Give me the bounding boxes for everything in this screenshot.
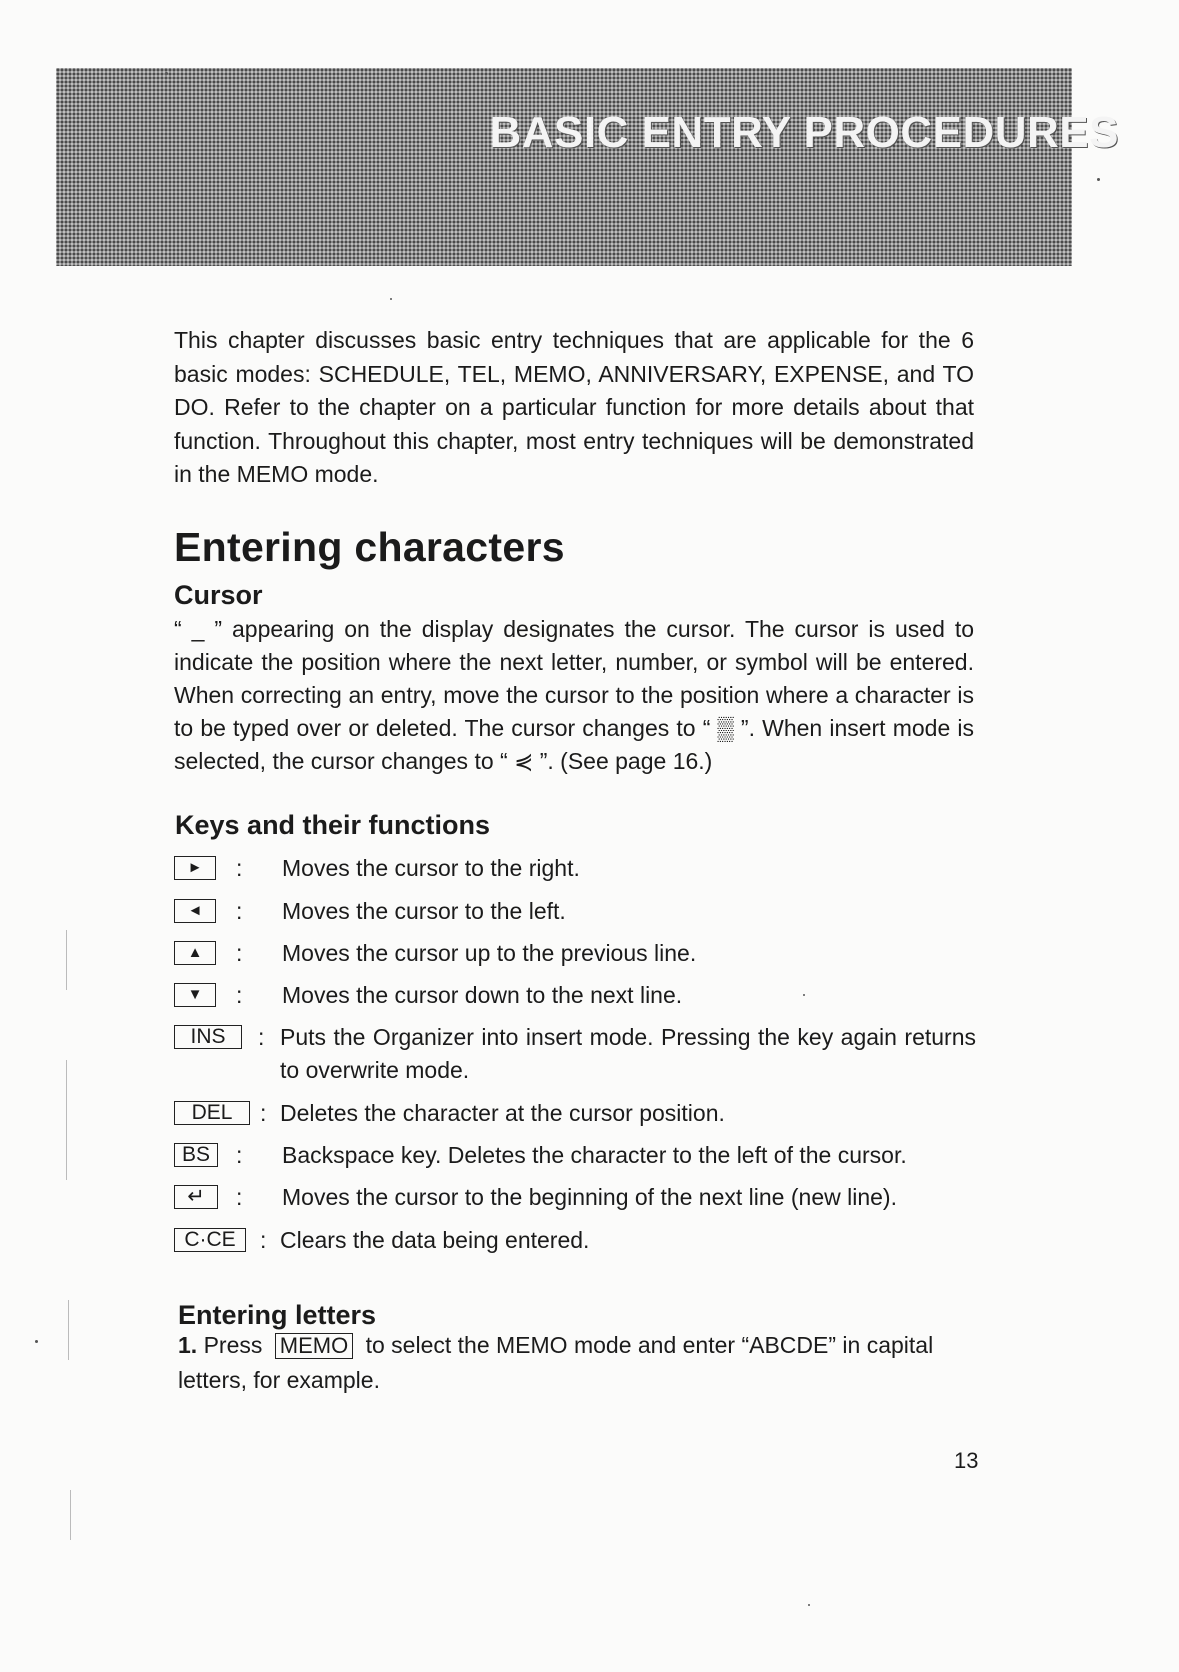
bs-key: BS bbox=[174, 1143, 218, 1167]
intro-paragraph: This chapter discusses basic entry techniques that are applicable for the 6 basic modes: SCHEDULE, TEL, MEMO, ANNIVERSARY, EXPENSE, and TO DO. Refer to the chapter on a particular function for more details about that function. Throughout this chapter, most entry techniques will be demonstrated in the MEMO mode. bbox=[174, 327, 974, 487]
scan-speck bbox=[808, 1604, 810, 1606]
key-description: Moves the cursor to the left. bbox=[282, 898, 566, 924]
up-arrow-key: ▲ bbox=[174, 941, 216, 965]
step-1 bbox=[178, 1328, 974, 1398]
colon: : bbox=[236, 898, 243, 924]
scan-line bbox=[66, 930, 67, 990]
scan-line bbox=[66, 1060, 67, 1180]
memo-key: MEMO bbox=[275, 1333, 353, 1359]
key-description: Clears the data being entered. bbox=[280, 1227, 590, 1253]
key-description: Backspace key. Deletes the character to the left of the cursor. bbox=[282, 1142, 907, 1168]
key-description: Moves the cursor to the beginning of the next line (new line). bbox=[282, 1184, 897, 1210]
ins-key: INS bbox=[174, 1025, 242, 1049]
scan-speck bbox=[35, 1340, 38, 1343]
scan-line bbox=[68, 1300, 69, 1360]
enter-key: ↵ bbox=[174, 1185, 218, 1209]
scan-speck bbox=[803, 994, 805, 996]
down-arrow-key: ▼ bbox=[174, 983, 216, 1007]
colon: : bbox=[258, 1024, 265, 1050]
step-text-pre: Press bbox=[203, 1332, 263, 1358]
right-arrow-key: ► bbox=[174, 856, 216, 880]
key-description: Moves the cursor to the right. bbox=[282, 855, 580, 881]
scan-speck bbox=[165, 72, 168, 75]
keys-heading: Keys and their functions bbox=[175, 810, 491, 840]
scan-speck bbox=[1097, 178, 1100, 181]
page-number: 13 bbox=[954, 1448, 979, 1473]
del-key: DEL bbox=[174, 1101, 250, 1125]
key-description: Deletes the character at the cursor position. bbox=[280, 1100, 725, 1126]
section-title: Entering characters bbox=[174, 524, 565, 570]
key-description: Moves the cursor down to the next line. bbox=[282, 982, 683, 1008]
scan-speck bbox=[390, 298, 392, 300]
colon: : bbox=[236, 855, 243, 881]
step-text-post: to select the MEMO mode and enter “ABCDE” in capital letters, for example. bbox=[178, 1332, 934, 1393]
entering-letters-heading: Entering letters bbox=[178, 1300, 377, 1330]
colon: : bbox=[236, 1142, 243, 1168]
key-description: Moves the cursor up to the previous line. bbox=[282, 940, 697, 966]
cce-key: C·CE bbox=[174, 1228, 246, 1252]
colon: : bbox=[236, 1184, 243, 1210]
chapter-banner bbox=[56, 68, 1072, 266]
colon: : bbox=[260, 1227, 267, 1253]
cursor-heading: Cursor bbox=[174, 580, 263, 610]
colon: : bbox=[236, 940, 243, 966]
colon: : bbox=[236, 982, 243, 1008]
step-number: 1. bbox=[178, 1332, 198, 1358]
colon: : bbox=[260, 1100, 267, 1126]
left-arrow-key: ◄ bbox=[174, 899, 216, 923]
scan-line bbox=[70, 1490, 71, 1540]
key-description: Puts the Organizer into insert mode. Pressing the key again returns to overwrite mode. bbox=[280, 1024, 976, 1083]
cursor-paragraph: “ _ ” appearing on the display designates the cursor. The cursor is used to indicate the position where the next letter, number, or symbol will be entered. When correcting an entry, move the cursor to the position where a character is to be typed over or deleted. The cursor changes to “ ▒ ”. When insert mode is selected, the cursor changes to “ ⋞ ”. (See page 16.) bbox=[174, 616, 974, 774]
chapter-title: BASIC ENTRY PROCEDURES bbox=[489, 108, 1119, 157]
